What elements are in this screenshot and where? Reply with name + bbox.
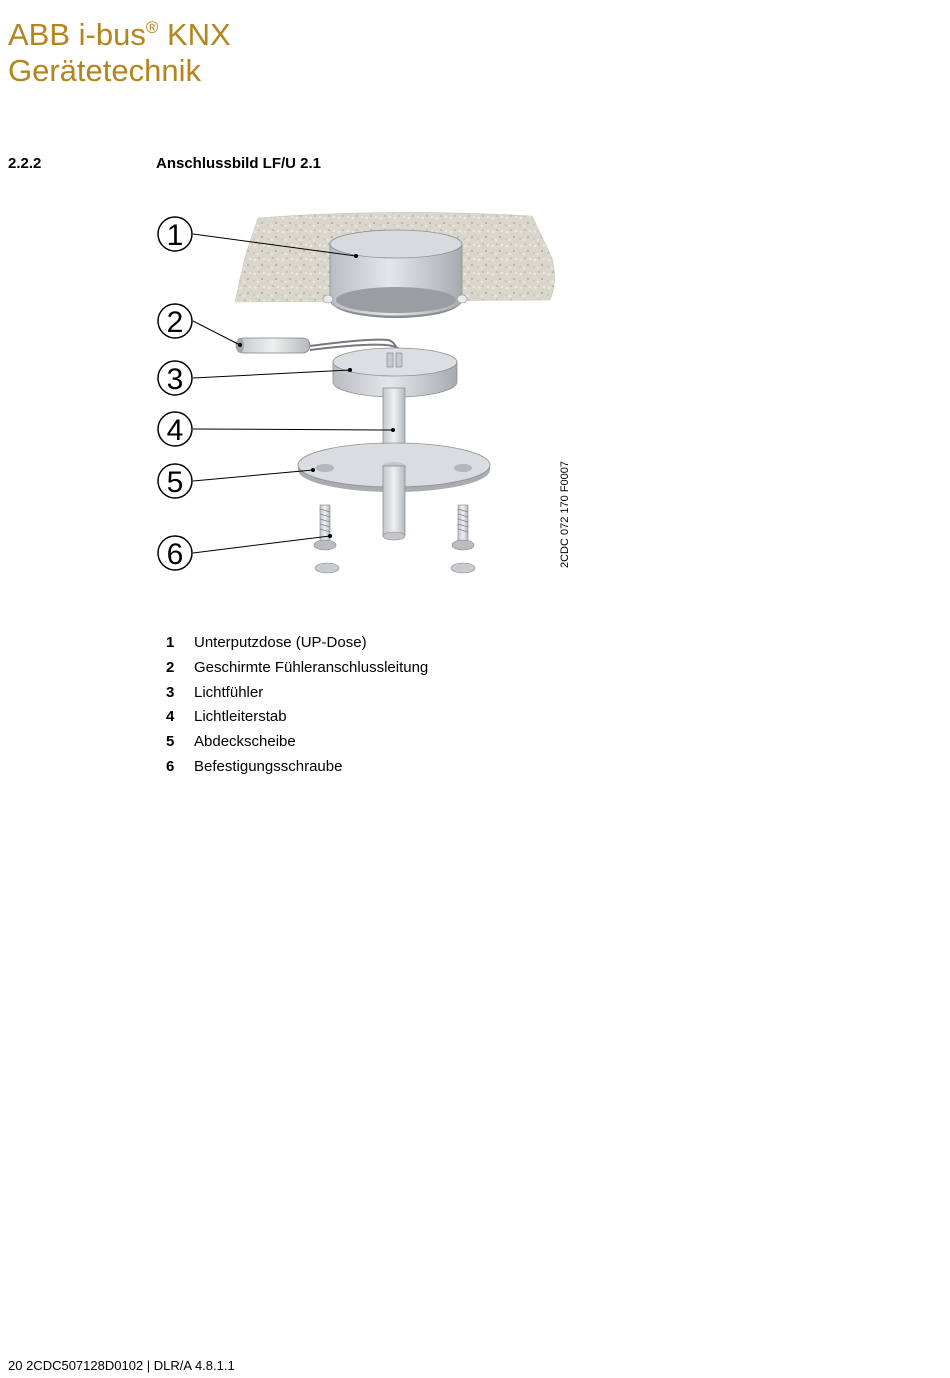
connection-diagram — [140, 200, 600, 590]
brand-name: ABB i-bus — [8, 17, 146, 52]
page-footer: 20 2CDC507128D0102 | DLR/A 4.8.1.1 — [8, 1358, 235, 1373]
legend-text: Lichtleiterstab — [194, 708, 287, 726]
drawing-code: 2CDC 072 170 F0007 — [559, 460, 571, 568]
legend-num: 3 — [166, 683, 175, 701]
legend-num: 1 — [166, 634, 175, 651]
callout-4 — [158, 412, 192, 447]
legend-num: 2 — [166, 658, 175, 676]
brand-header — [8, 10, 231, 89]
legend-num: 4 — [166, 708, 175, 726]
callout-6 — [158, 536, 192, 571]
brand-line-1 — [8, 10, 231, 53]
fixing-screw-left — [314, 505, 339, 573]
fixing-screw-right — [451, 505, 475, 573]
legend-text: Abdeckscheibe — [194, 733, 296, 751]
legend-num: 5 — [166, 733, 175, 751]
section-number: 2.2.2 — [8, 155, 42, 172]
light-guide-rod-lower — [383, 466, 405, 540]
callout-2-label: 2 — [166, 306, 184, 339]
brand-suffix: KNX — [158, 17, 231, 52]
callout-3 — [158, 361, 192, 396]
callout-5-label: 5 — [166, 466, 184, 499]
flush-mounted-box — [323, 230, 467, 318]
callout-1 — [158, 217, 192, 252]
registered-mark: ® — [145, 18, 159, 37]
legend-text: Befestigungsschraube — [194, 757, 343, 775]
callout-6-label: 6 — [166, 538, 184, 571]
section-title: Anschlussbild LF/U 2.1 — [156, 155, 322, 172]
callout-4-label: 4 — [166, 414, 184, 447]
callout-2 — [158, 304, 192, 339]
legend-text: Geschirmte Fühleranschlussleitung — [194, 658, 429, 676]
callout-3-label: 3 — [166, 363, 184, 396]
callout-5 — [158, 464, 192, 499]
callout-1-label: 1 — [166, 219, 184, 252]
legend-num: 6 — [166, 757, 175, 775]
legend-text: Lichtfühler — [194, 683, 264, 701]
legend-text: Unterputzdose (UP-Dose) — [194, 634, 367, 651]
brand-line-2: Gerätetechnik — [8, 53, 201, 88]
